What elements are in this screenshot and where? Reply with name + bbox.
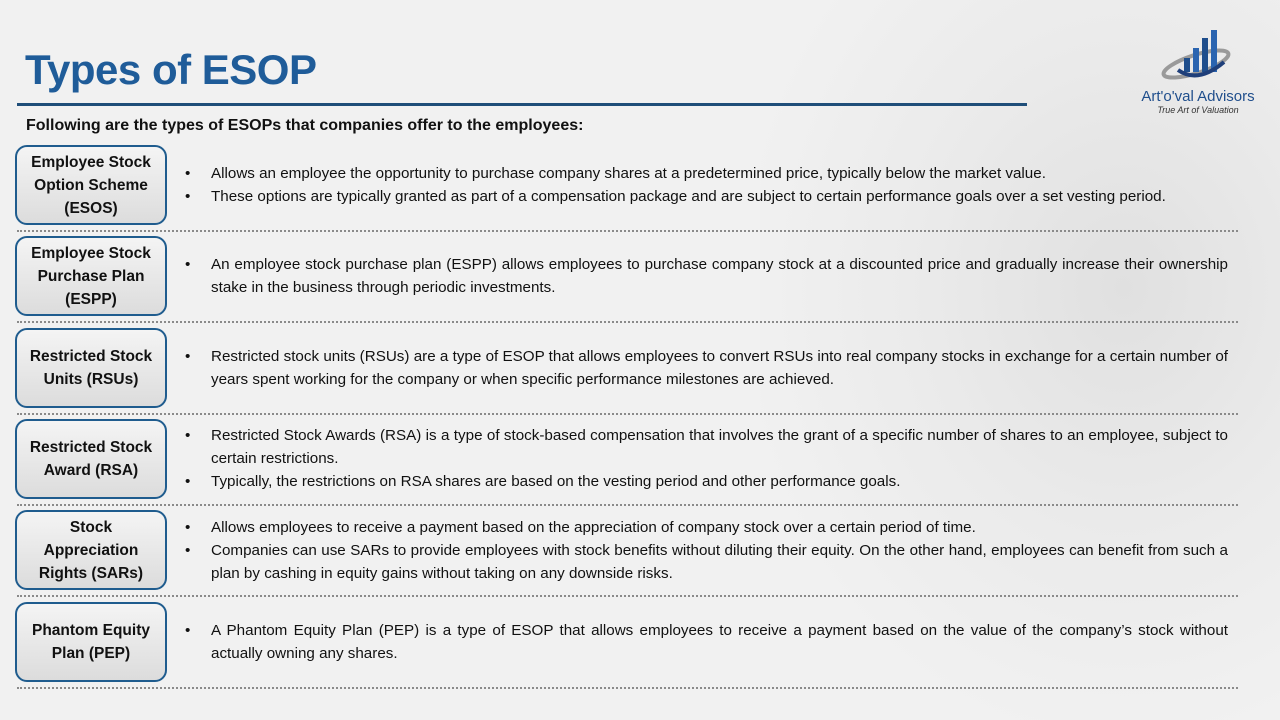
dotted-divider xyxy=(17,321,1238,323)
esop-type-row xyxy=(15,328,1238,419)
bullet-item: • Restricted stock units (RSUs) are a type of ESOP that allows employees to convert RSUs into real company stocks in exchange for a certain number of years spent working for the company or when specific performance milestones are achieved. xyxy=(185,345,1228,391)
dotted-divider xyxy=(17,230,1238,232)
esop-type-row xyxy=(15,602,1238,693)
esop-description xyxy=(185,602,1228,682)
title-divider xyxy=(17,103,1027,106)
bullet-item: • Restricted Stock Awards (RSA) is a type of stock-based compensation that involves the grant of a specific number of shares to an employee, subject to certain restrictions. xyxy=(185,424,1228,470)
esop-type-label: Stock Appreciation Rights (SARs) xyxy=(15,510,167,590)
bar-chart-logo-icon xyxy=(1158,26,1238,81)
esop-type-row xyxy=(15,236,1238,327)
bullet-item: • A Phantom Equity Plan (PEP) is a type of ESOP that allows employees to receive a payment based on the value of the company’s stock without actually owning any shares. xyxy=(185,619,1228,665)
logo xyxy=(1128,26,1268,115)
dotted-divider xyxy=(17,413,1238,415)
bullet-item: • An employee stock purchase plan (ESPP) allows employees to purchase company stock at a discounted price and gradually increase their ownership stake in the business through periodic investments. xyxy=(185,253,1228,299)
logo-tagline: True Art of Valuation xyxy=(1157,105,1239,115)
esop-type-label: Employee Stock Purchase Plan (ESPP) xyxy=(15,236,167,316)
esop-type-label: Restricted Stock Units (RSUs) xyxy=(15,328,167,408)
bullet-item: • Companies can use SARs to provide employees with stock benefits without diluting their equity. On the other hand, employees can benefit from such a plan by cashing in equity gains without taking on any downside risks. xyxy=(185,539,1228,585)
esop-description xyxy=(185,328,1228,408)
dotted-divider xyxy=(17,504,1238,506)
bullet-item: • Typically, the restrictions on RSA shares are based on the vesting period and other performance goals. xyxy=(185,470,1228,493)
intro-text: Following are the types of ESOPs that companies offer to the employees: xyxy=(26,117,584,134)
esop-type-label: Employee Stock Option Scheme (ESOS) xyxy=(15,145,167,225)
esop-description xyxy=(185,236,1228,316)
bullet-item: • Allows employees to receive a payment based on the appreciation of company stock over a certain period of time. xyxy=(185,516,1228,539)
esop-description xyxy=(185,510,1228,590)
esop-type-row xyxy=(15,419,1238,510)
page-title: Types of ESOP xyxy=(25,46,317,93)
bullet-item: • Allows an employee the opportunity to purchase company shares at a predetermined price, typically below the market value. xyxy=(185,162,1228,185)
esop-description xyxy=(185,145,1228,225)
esop-type-row xyxy=(15,510,1238,601)
dotted-divider xyxy=(17,687,1238,689)
logo-name: Art'o'val Advisors xyxy=(1141,88,1255,105)
bullet-item: • These options are typically granted as part of a compensation package and are subject to certain performance goals over a set vesting period. xyxy=(185,185,1228,208)
esop-type-row xyxy=(15,145,1238,236)
esop-description xyxy=(185,419,1228,499)
dotted-divider xyxy=(17,595,1238,597)
esop-type-label: Phantom Equity Plan (PEP) xyxy=(15,602,167,682)
esop-type-label: Restricted Stock Award (RSA) xyxy=(15,419,167,499)
